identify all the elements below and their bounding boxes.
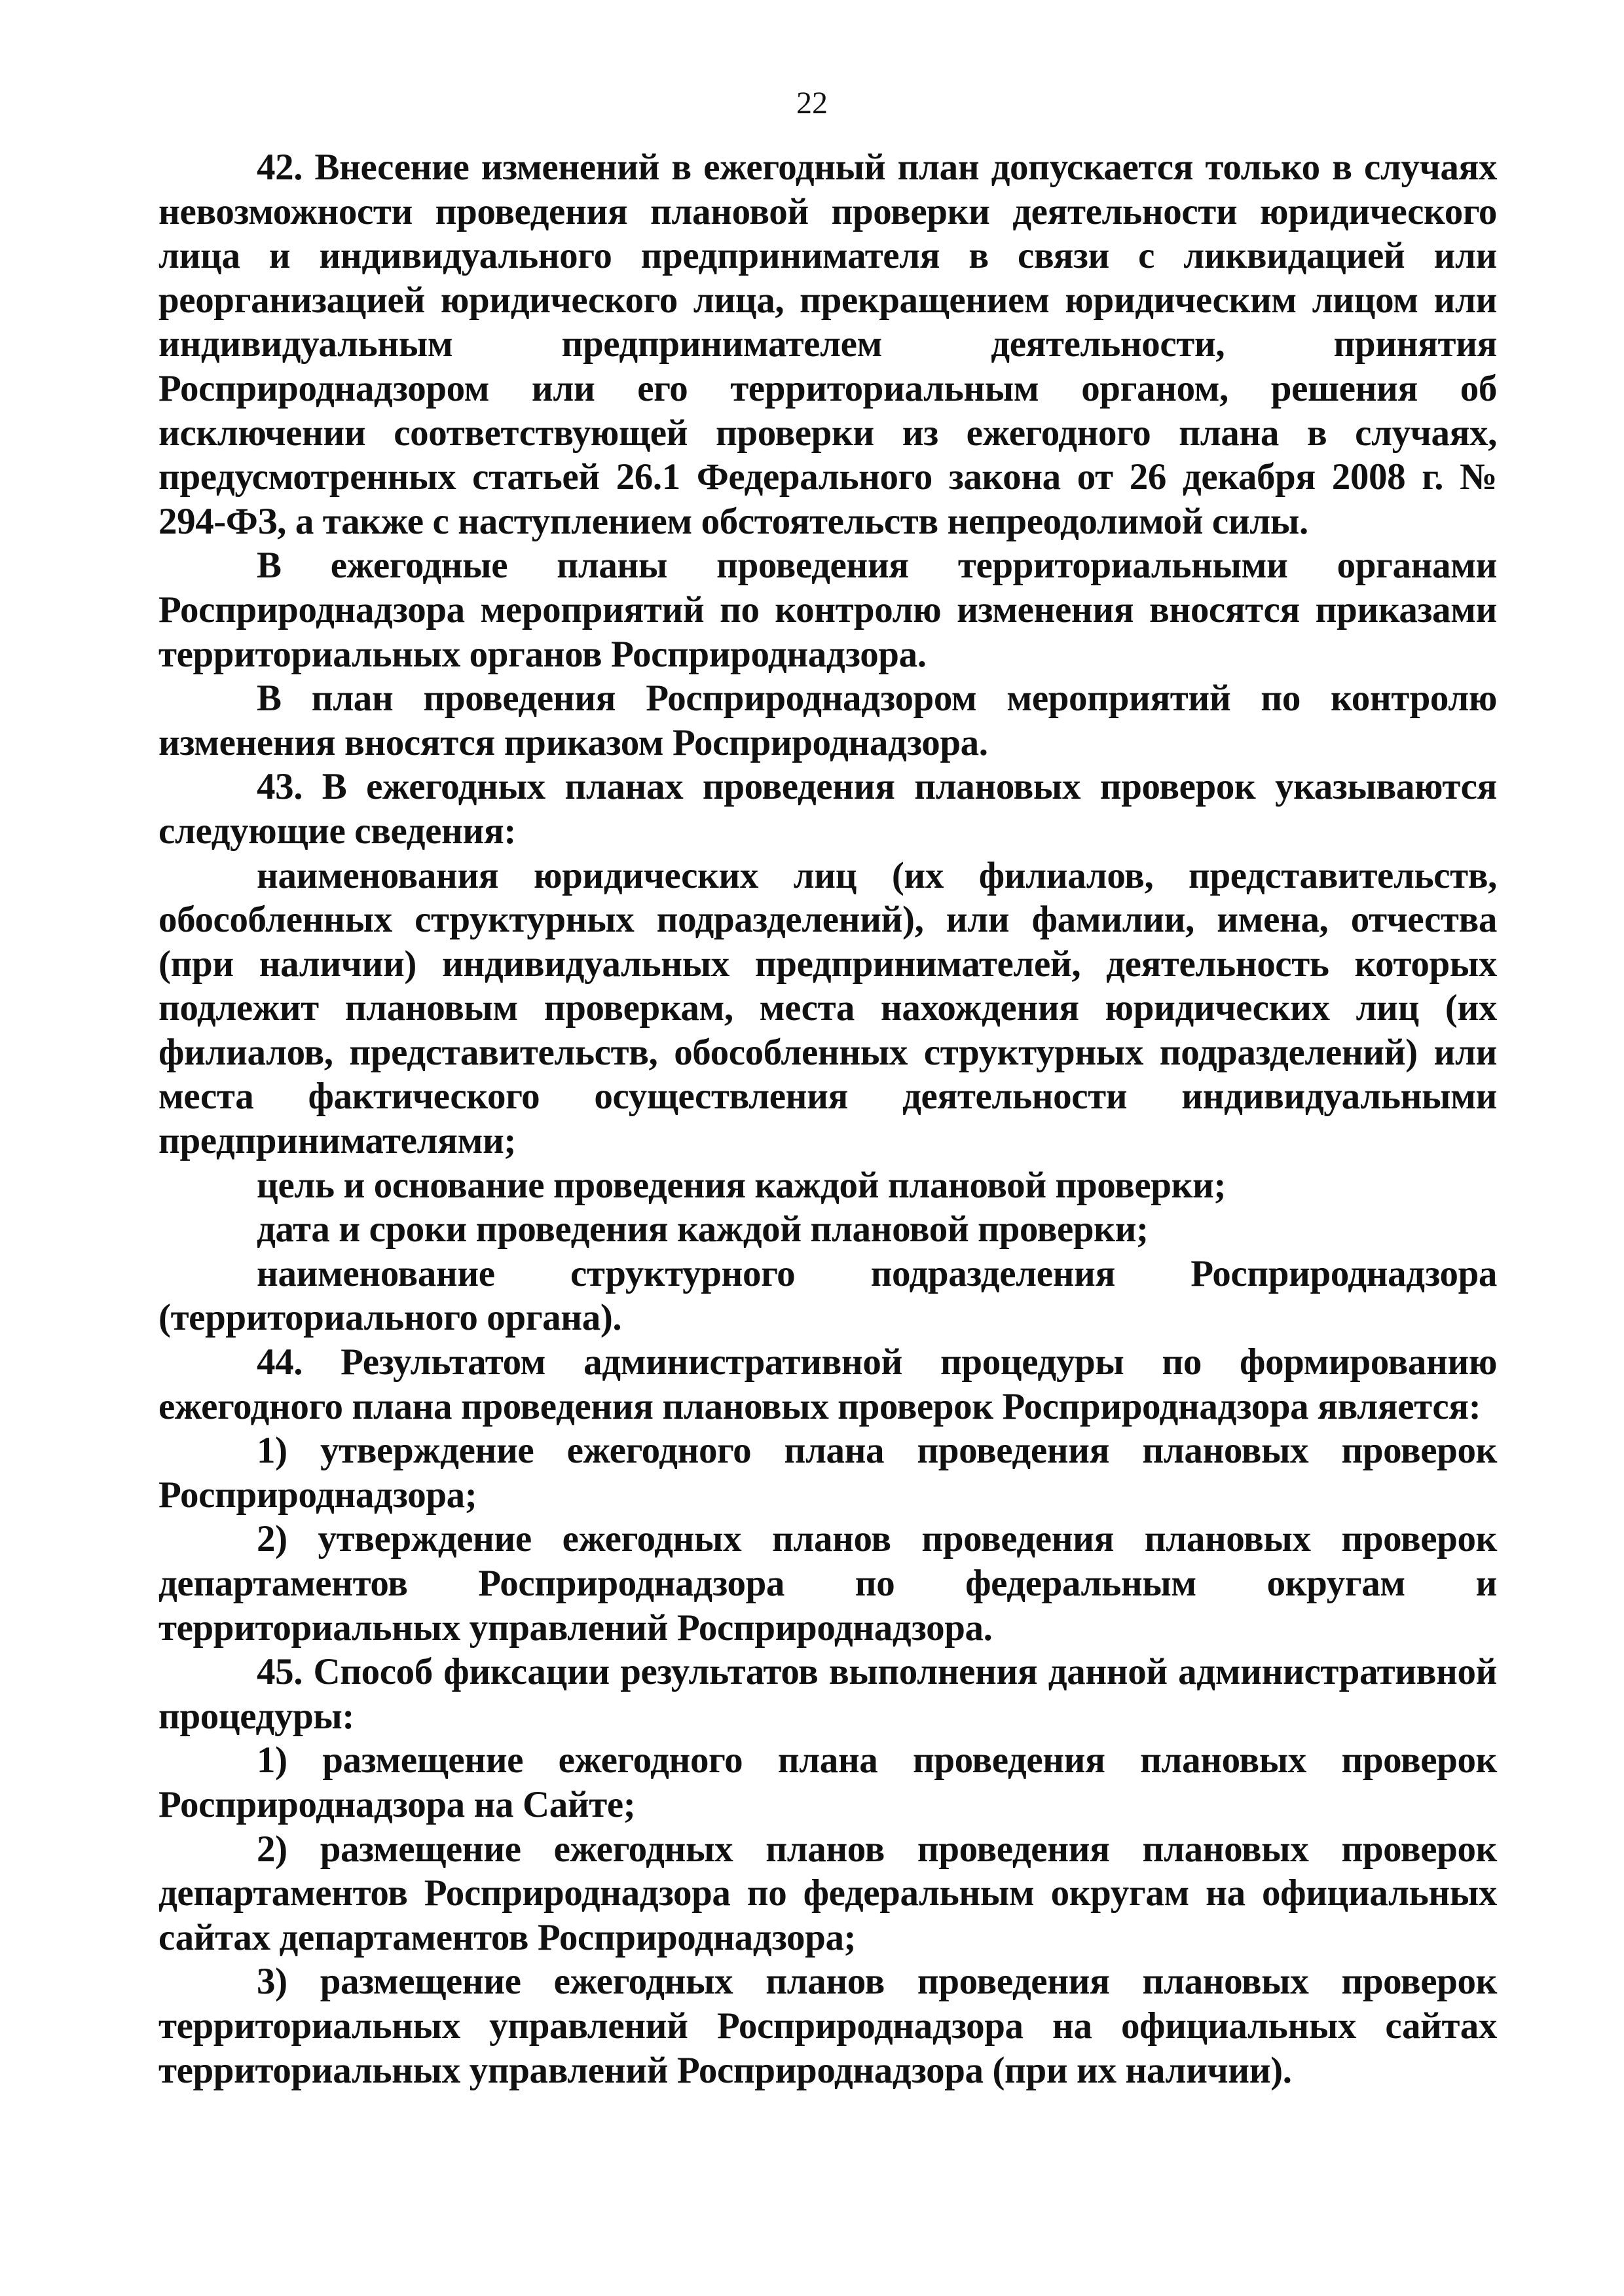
paragraph-42-central-plan: В план проведения Росприроднадзором мероприятий по контролю изменения вносятся приказом Росприроднадзора.	[158, 678, 1497, 763]
document-body	[158, 145, 1497, 2092]
paragraph-45-item-1: 1) размещение ежегодного плана проведения плановых проверок Росприроднадзора на Сайте;	[158, 1740, 1497, 1825]
paragraph-42: 42. Внесение изменений в ежегодный план допускается только в случаях невозможности проведения плановой проверки деятельности юридического лица и индивидуального предпринимателя в связи с ликвидацией или реорганизацией юридического лица, прекращением юридическим лицом или индивидуальным предпринимателем деятельности, принятия Росприроднадзором или его территориальным органом, решения об исключении соответствующей проверки из ежегодного плана в случаях, предусмотренных статьей 26.1 Федерального закона от 26 декабря 2008 г. № 294-ФЗ, а также с наступлением обстоятельств непреодолимой силы.	[158, 147, 1497, 542]
paragraph-43-item-dates: дата и сроки проведения каждой плановой проверки;	[257, 1209, 1149, 1250]
paragraph-43: 43. В ежегодных планах проведения плановых проверок указываются следующие сведения:	[158, 766, 1497, 852]
paragraph-44: 44. Результатом административной процедуры по формированию ежегодного плана проведения плановых проверок Росприроднадзора является:	[158, 1341, 1497, 1427]
paragraph-43-item-unit: наименование структурного подразделения Росприроднадзора (территориального органа).	[158, 1252, 1497, 1339]
page-number: 22	[796, 86, 828, 120]
paragraph-45: 45. Способ фиксации результатов выполнения данной административной процедуры:	[158, 1651, 1497, 1737]
paragraph-42-territorial-plans: В ежегодные планы проведения территориальными органами Росприроднадзора мероприятий по контролю изменения вносятся приказами территориальных органов Росприроднадзора.	[158, 545, 1497, 675]
paragraph-44-item-2: 2) утверждение ежегодных планов проведения плановых проверок департаментов Росприроднадзора по федеральным округам и территориальных управлений Росприроднадзора.	[158, 1518, 1497, 1649]
paragraph-43-item-purpose: цель и основание проведения каждой плановой проверки;	[257, 1164, 1227, 1206]
paragraph-43-item-names: наименования юридических лиц (их филиалов, представительств, обособленных структурных подразделений), или фамилии, имена, отчества (при наличии) индивидуальных предпринимателей, деятельность которых подлежит плановым проверкам, места нахождения юридических лиц (их филиалов, представительств, обособленных структурных подразделений) или места фактического осуществления деятельности индивидуальными предпринимателями;	[158, 854, 1497, 1162]
paragraph-45-item-2: 2) размещение ежегодных планов проведения плановых проверок департаментов Росприроднадзора по федеральным округам на официальных сайтах департаментов Росприроднадзора;	[158, 1828, 1497, 1958]
paragraph-44-item-1: 1) утверждение ежегодного плана проведения плановых проверок Росприроднадзора;	[158, 1430, 1497, 1516]
paragraph-45-item-3: 3) размещение ежегодных планов проведения плановых проверок территориальных управлений Росприроднадзора на официальных сайтах территориальных управлений Росприроднадзора (при их наличии).	[158, 1961, 1497, 2091]
